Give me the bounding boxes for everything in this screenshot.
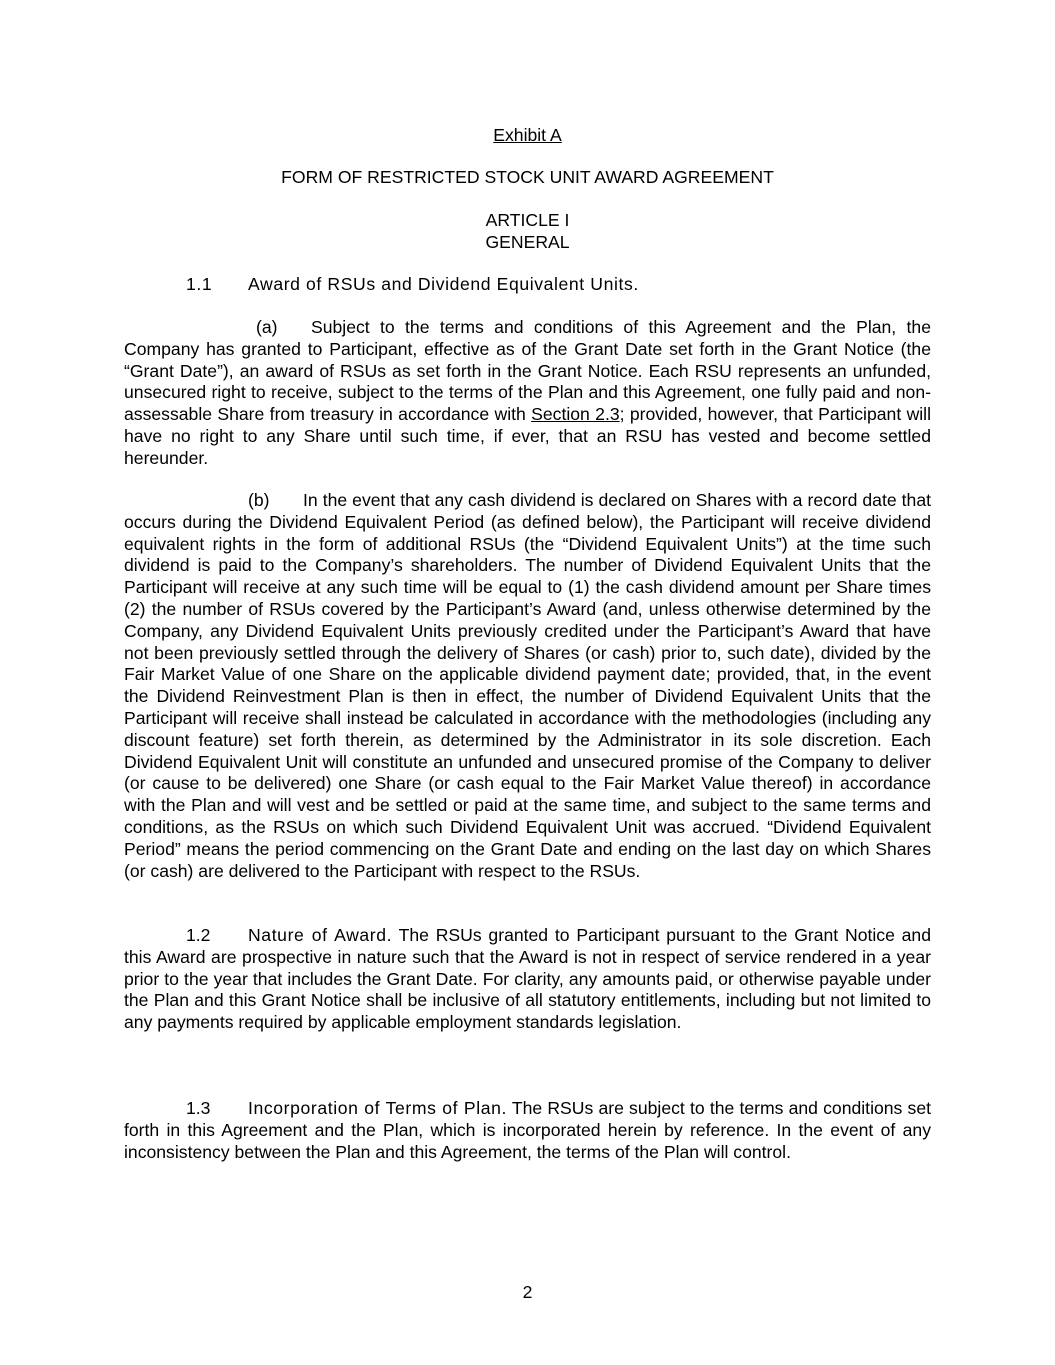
section-1-2-text: The RSUs granted to Participant pursuant to the Grant Notice and this Award are prospective in nature such that the Award is not in respect of service rendered in a year prior to the year that includes the Grant Date. For clarity, any amounts paid, or otherwise payable under the Plan and this Grant Notice shall be inclusive of all statutory entitlements, including but not limited to any payments required by applicable employment standards legislation. <box>124 925 931 1033</box>
section-1-1-title: Award of RSUs and Dividend Equivalent Units. <box>248 274 639 294</box>
paragraph-a-label: (a) <box>256 317 278 337</box>
paragraph-a-text: Subject to the terms and conditions of this Agreement and the Plan, the Company has granted to Participant, effective as of the Grant Date set forth in the Grant Notice (the “Grant Date”), an award of RSUs as set forth in the Grant Notice. Each RSU represents an unfunded, unsecured right to receive, subject to the terms of the Plan and this Agreement, one fully paid and non-assessable Share from treasury in accordance with <box>124 317 931 425</box>
section-1-2 <box>124 925 931 1034</box>
article-number: ARTICLE I <box>485 210 570 230</box>
section-1-1-heading <box>186 274 639 296</box>
article-heading <box>124 210 931 254</box>
section-1-3 <box>124 1098 931 1163</box>
section-1-3-title: Incorporation of Terms of Plan. <box>248 1098 507 1118</box>
page-number: 2 <box>522 1282 533 1302</box>
paragraph-a <box>124 317 931 470</box>
section-1-2-number: 1.2 <box>186 925 211 945</box>
section-1-3-number: 1.3 <box>186 1098 211 1118</box>
article-title: GENERAL <box>485 231 570 252</box>
paragraph-b-label: (b) <box>248 490 270 510</box>
section-1-2-title: Nature of Award. <box>248 925 393 945</box>
section-2-3-reference: Section 2.3 <box>531 404 620 425</box>
paragraph-a-text-end: ; provided, however, that Participant will have no right to any Share until such time, if ever, that an RSU has vested and become settled hereunder. <box>124 404 931 468</box>
form-title: FORM OF RESTRICTED STOCK UNIT AWARD AGREEMENT <box>281 167 774 187</box>
section-1-1-number: 1.1 <box>186 274 213 294</box>
exhibit-label: Exhibit A <box>493 125 562 145</box>
paragraph-b-text: In the event that any cash dividend is declared on Shares with a record date that occurs during the Dividend Equivalent Period (as defined below), the Participant will receive dividend equivalent rights in the form of additional RSUs (the “Dividend Equivalent Units”) at the time such dividend is paid to the Company’s shareholders. The number of Dividend Equivalent Units that the Participant will receive at any such time will be equal to (1) the cash dividend amount per Share times (2) the number of RSUs covered by the Participant’s Award (and, unless otherwise determined by the Company, any Dividend Equivalent Units previously credited under the Participant’s Award that have not been previously settled through the delivery of Shares (or cash) prior to, such date), divided by the Fair Market Value of one Share on the applicable dividend payment date; provided, that, in the event the Dividend Reinvestment Plan is then in effect, the number of Dividend Equivalent Units that the Participant will receive shall instead be calculated in accordance with the methodologies (including any discount feature) set forth therein, as determined by the Administrator in its sole discretion. Each Dividend Equivalent Unit will constitute an unfunded and unsecured promise of the Company to deliver (or cause to be delivered) one Share (or cash equal to the Fair Market Value thereof) in accordance with the Plan and will vest and be settled or paid at the same time, and subject to the same terms and conditions, as the RSUs on which such Dividend Equivalent Unit was accrued. “Dividend Equivalent Period” means the period commencing on the Grant Date and ending on the last day on which Shares (or cash) are delivered to the Participant with respect to the RSUs. <box>124 490 931 881</box>
section-1-3-text: The RSUs are subject to the terms and conditions set forth in this Agreement and the Plan, which is incorporated herein by reference. In the event of any inconsistency between the Plan and this Agreement, the terms of the Plan will control. <box>124 1098 931 1162</box>
paragraph-b <box>124 490 931 882</box>
